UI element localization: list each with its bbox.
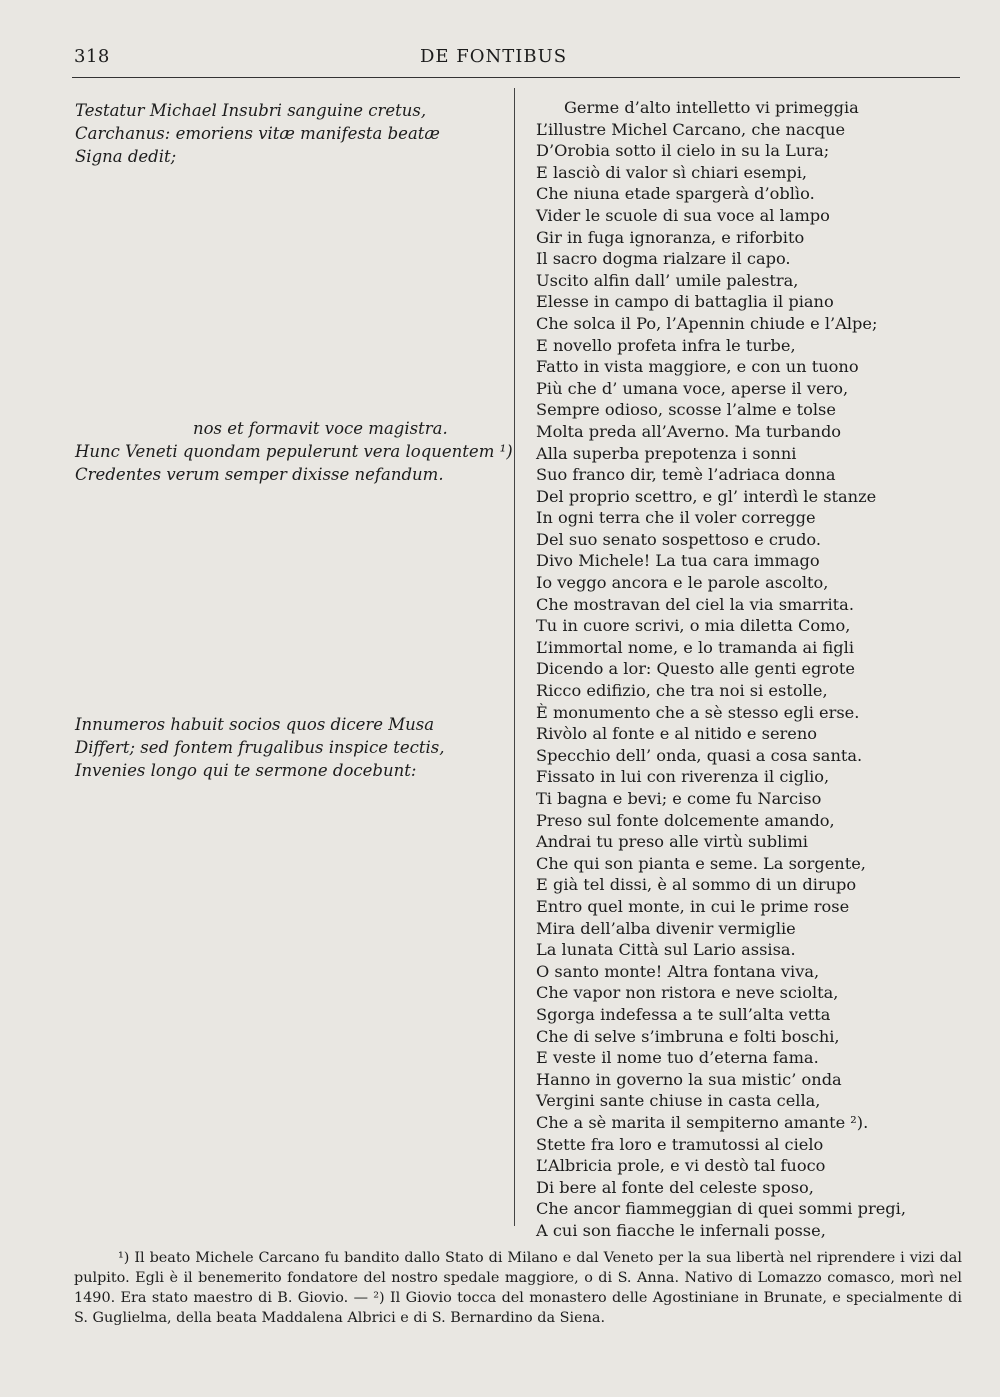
italian-verse-line: Hanno in governo la sua mistic’ onda <box>536 1069 842 1089</box>
italian-verse-line: L’immortal nome, e lo tramanda ai figli <box>536 637 855 657</box>
italian-verse-line: Di bere al fonte del celeste sposo, <box>536 1177 814 1197</box>
italian-verse-line: Vergini sante chiuse in casta cella, <box>536 1091 821 1111</box>
latin-line: Innumeros habuit socios quos dicere Musa <box>75 715 435 734</box>
italian-verse-line: Sgorga indefessa a te sull’alta vetta <box>536 1004 831 1024</box>
italian-verse-line: Io veggo ancora e le parole ascolto, <box>536 573 829 593</box>
italian-verse-line: Che vapor non ristora e neve sciolta, <box>536 983 839 1003</box>
italian-verse-line: O santo monte! Altra fontana viva, <box>536 961 820 981</box>
italian-verse-line: Vider le scuole di sua voce al lampo <box>536 205 830 225</box>
italian-verse-line: Preso sul fonte dolcemente amando, <box>536 810 835 830</box>
italian-verse-line: Il sacro dogma rialzare il capo. <box>536 249 791 269</box>
italian-verse-line: E veste il nome tuo d’eterna fama. <box>536 1048 819 1068</box>
latin-line: Carchanus: emoriens vitæ manifesta beatæ <box>75 124 440 143</box>
italian-verse-line: E novello profeta infra le turbe, <box>536 335 796 355</box>
italian-verse-line: Germe d’alto intelletto vi primeggia <box>564 98 859 117</box>
italian-verse-line: Gir in fuga ignoranza, e riforbito <box>536 227 805 247</box>
italian-verse-line: Ti bagna e bevi; e come fu Narciso <box>536 789 822 808</box>
italian-verse-line: E già tel dissi, è al sommo di un dirupo <box>536 875 857 895</box>
latin-line: Differt; sed fontem frugalibus inspice tectis, <box>75 738 445 757</box>
italian-verse-line: Elesse in campo di battaglia il piano <box>536 292 834 312</box>
italian-verse-line: È monumento che a sè stesso egli erse. <box>536 702 860 722</box>
footnote-text: ¹) Il beato Michele Carcano fu bandito dallo Stato di Milano e dal Veneto per la sua libertà nel riprendere i vizi dal pulpito. Egli è il benemerito fondatore del nostro spedale maggiore, o di S. Anna. Nativo di Lomazzo comasco, morì nel 1490. Era stato maestro di B. Giovio. — ²) Il Giovio tocca del monastero delle Agostiniane in Brunate, e specialmente di S. Guglielma, della beata Maddalena Albrici e di S. Bernardino da Siena. <box>74 1250 962 1326</box>
italian-verse-line: Che di selve s’imbruna e folti boschi, <box>536 1026 840 1046</box>
italian-verse-line: Molta preda all’Averno. Ma turbando <box>536 421 842 441</box>
italian-verse-line: Suo franco dir, temè l’adriaca donna <box>536 465 836 485</box>
italian-verse-line: Che a sè marita il sempiterno amante ²). <box>536 1112 869 1132</box>
italian-verse-line: Divo Michele! La tua cara immago <box>536 551 820 571</box>
running-head: DE FONTIBUS <box>420 46 568 67</box>
latin-passage-c <box>75 713 444 782</box>
italian-verse-line: L’Albricia prole, e vi destò tal fuoco <box>536 1156 826 1176</box>
italian-verse-line: Del suo senato sospettoso e crudo. <box>536 529 822 549</box>
italian-verse-line: In ogni terra che il voler corregge <box>536 508 816 528</box>
italian-verse-line: Che niuna etade spargerà d’oblìo. <box>536 184 815 204</box>
italian-verse-line: Andrai tu preso alle virtù sublimi <box>536 832 808 852</box>
page-number: 318 <box>74 46 110 67</box>
italian-verse-line: E lasciò di valor sì chiari esempi, <box>536 162 808 182</box>
italian-verse-line: Rivòlo al fonte e al nitido e sereno <box>536 724 818 744</box>
italian-verse-line: Tu in cuore scrivi, o mia diletta Como, <box>536 616 851 636</box>
italian-verse-line: La lunata Città sul Lario assisa. <box>536 940 796 960</box>
italian-translation <box>536 97 906 1241</box>
latin-passage-a <box>75 99 440 168</box>
column-divider <box>514 88 515 1226</box>
italian-verse-line: Entro quel monte, in cui le prime rose <box>536 896 850 916</box>
italian-verse-line: Mira dell’alba divenir vermiglie <box>536 918 796 938</box>
italian-verse-line: Alla superba prepotenza i sonni <box>536 443 797 463</box>
italian-verse-line: Dicendo a lor: Questo alle genti egrote <box>536 659 855 679</box>
italian-verse-line: Che solca il Po, l’Apennin chiude e l’Alpe; <box>536 313 878 333</box>
italian-verse-line: Stette fra loro e tramutossi al cielo <box>536 1134 824 1154</box>
latin-line: Testatur Michael Insubri sanguine cretus, <box>75 101 427 120</box>
italian-verse-line: Ricco edifizio, che tra noi si estolle, <box>536 681 828 701</box>
latin-passage-b <box>75 417 513 486</box>
italian-verse-line: Uscito alfin dall’ umile palestra, <box>536 270 799 290</box>
latin-line: Credentes verum semper dixisse nefandum. <box>75 465 444 484</box>
italian-verse-line: Che mostravan del ciel la via smarrita. <box>536 594 854 614</box>
italian-verse-line: Che qui son pianta e seme. La sorgente, <box>536 853 866 873</box>
italian-verse-line: Del proprio scettro, e gl’ interdì le stanze <box>536 486 877 506</box>
italian-verse-line: A cui son fiacche le infernali posse, <box>536 1220 826 1240</box>
italian-verse-line: D’Orobia sotto il cielo in su la Lura; <box>536 141 830 161</box>
header-rule <box>72 77 960 78</box>
italian-verse-line: Che ancor fiammeggian di quei sommi pregi, <box>536 1199 906 1219</box>
italian-verse-line: Fatto in vista maggiore, e con un tuono <box>536 357 859 377</box>
italian-verse-line: Più che d’ umana voce, aperse il vero, <box>536 378 849 398</box>
footnotes <box>74 1248 962 1328</box>
latin-line: Hunc Veneti quondam pepulerunt vera loquentem ¹) <box>75 442 513 461</box>
italian-verse-line: Specchio dell’ onda, quasi a cosa santa. <box>536 745 863 765</box>
latin-line: nos et formavit voce magistra. <box>193 419 448 438</box>
latin-line: Invenies longo qui te sermone docebunt: <box>75 761 417 780</box>
latin-line: Signa dedit; <box>75 147 177 166</box>
italian-verse-line: L’illustre Michel Carcano, che nacque <box>536 119 846 139</box>
italian-verse-line: Sempre odioso, scosse l’alme e tolse <box>536 400 836 420</box>
italian-verse-line: Fissato in lui con riverenza il ciglio, <box>536 767 830 787</box>
